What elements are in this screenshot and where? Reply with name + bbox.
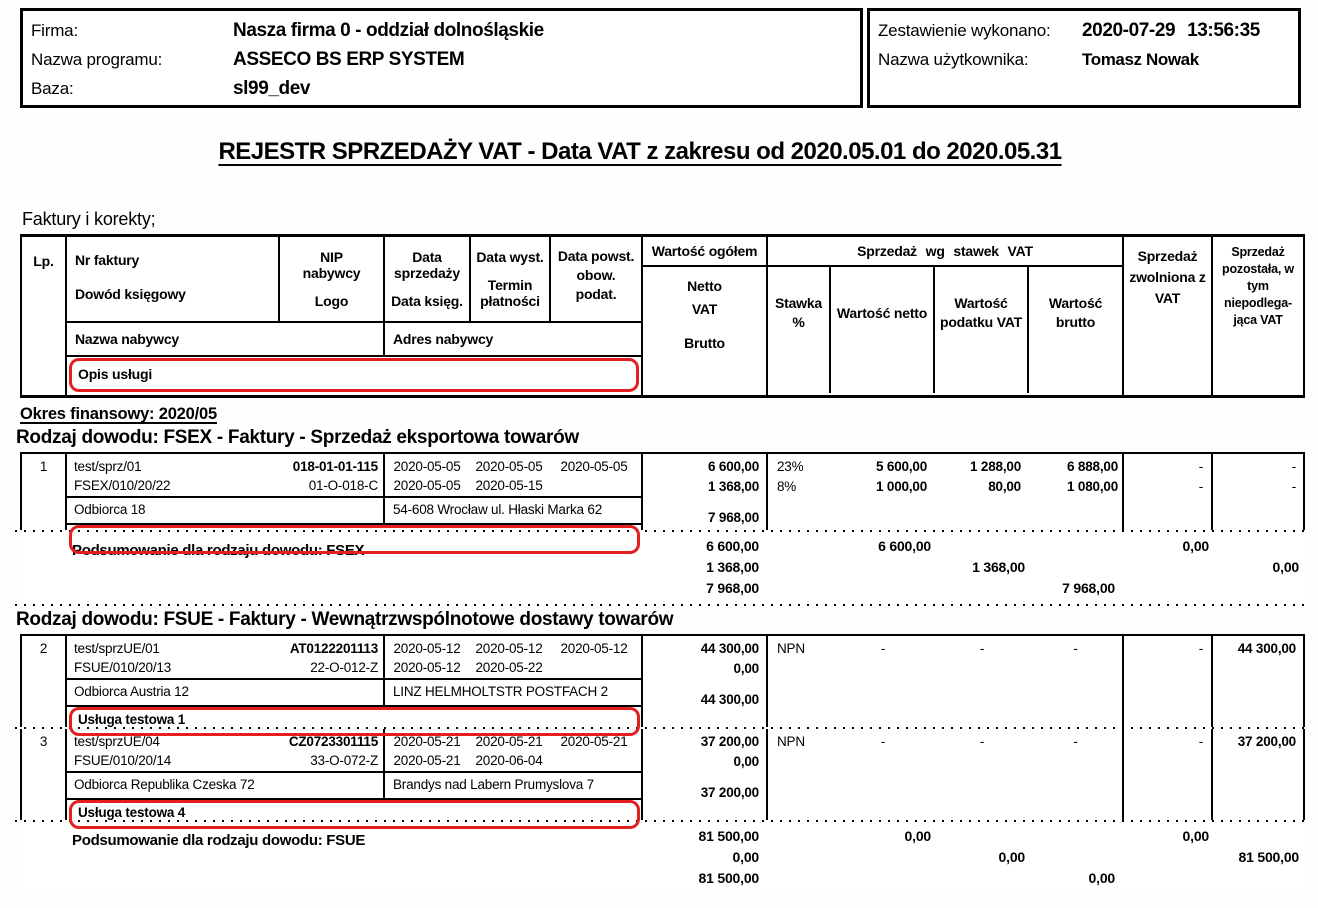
dotted-separator	[15, 604, 1311, 606]
buyer-nip: 018-01-01-115	[292, 459, 378, 474]
summary-netto: 81 500,00	[698, 828, 759, 844]
company-row	[31, 16, 852, 45]
sale-date: 2020-05-21	[393, 734, 461, 749]
service-description: Usługa testowa 1	[67, 707, 641, 727]
buyer-nip: CZ0723301115	[288, 734, 378, 749]
totals-netto-vat-brutto	[643, 729, 768, 820]
total-brutto: 44 300,00	[700, 692, 759, 707]
username-value: Tomasz Nowak	[1082, 49, 1199, 69]
summary-net-value: 0,00	[904, 828, 931, 844]
buyer-name: Odbiorca 18	[67, 498, 385, 523]
vat-gross-value: 1 080,00	[1067, 479, 1118, 494]
tax-obligation-date: 2020-05-05	[560, 459, 628, 474]
tax-obligation-date: 2020-05-12	[560, 641, 628, 656]
database-label: Baza:	[31, 78, 74, 98]
invoice-number: test/sprzUE/04	[74, 734, 160, 749]
booking-date: 2020-05-21	[393, 753, 461, 768]
col-header-tax-date: Data powst. obow. podat.	[557, 248, 635, 302]
invoice-row	[20, 452, 1305, 530]
report-subtitle: Faktury i korekty;	[22, 209, 156, 229]
summary-row-fsue	[20, 822, 1305, 894]
col-header-buyer-name: Nazwa nabywcy	[67, 323, 385, 355]
generated-at-value: 2020-07-29 13:56:35	[1082, 19, 1260, 41]
summary-tax-value: 0,00	[998, 849, 1025, 865]
invoice-number: test/sprz/01	[74, 459, 142, 474]
service-description: Usługa testowa 4	[67, 800, 641, 820]
buyer-name: Odbiorca Republika Czeska 72	[67, 773, 385, 798]
service-description-highlight	[69, 358, 639, 392]
summary-tax-value: 1 368,00	[972, 559, 1025, 575]
exempt-sales-cell: - -	[1124, 454, 1213, 530]
summary-net-value: 6 600,00	[878, 538, 931, 554]
database-value: sl99_dev	[233, 77, 311, 99]
service-description	[67, 525, 641, 530]
vat-rate-lines	[768, 454, 1124, 530]
company-value: Nasza firma 0 - oddział dolnośląskie	[233, 19, 544, 41]
buyer-logo: 22-O-012-Z	[310, 660, 378, 675]
vat-gross-value: 6 888,00	[1067, 459, 1118, 474]
col-header-exempt-sales: Sprzedaż zwolniona z VAT	[1124, 237, 1213, 395]
summary-gross-value: 0,00	[1088, 870, 1115, 886]
col-header-netto: Netto	[687, 278, 722, 294]
program-label: Nazwa programu:	[31, 49, 163, 69]
summary-label: Podsumowanie dla rodzaju dowodu: FSEX	[72, 542, 365, 559]
invoice-row	[20, 634, 1305, 727]
summary-exempt: 0,00	[1182, 538, 1209, 554]
col-header-total-value: Wartość ogółem Netto VAT Brutto	[643, 237, 768, 395]
issue-date: 2020-05-05	[475, 459, 543, 474]
row-number: 3	[22, 729, 67, 820]
total-netto: 37 200,00	[700, 734, 759, 749]
vat-rate: NPN	[777, 641, 805, 656]
accounting-doc: FSUE/010/20/14	[74, 753, 172, 768]
summary-brutto: 81 500,00	[698, 870, 759, 886]
total-brutto: 37 200,00	[700, 785, 759, 800]
generated-at-row	[878, 16, 1290, 45]
database-row	[31, 74, 852, 103]
company-info-box	[20, 8, 863, 108]
booking-date: 2020-05-05	[393, 478, 461, 493]
col-header-other-sales: Sprzedaż pozostała, w tym niepodlega- jąca VAT	[1222, 245, 1294, 327]
payment-due-date: 2020-05-15	[475, 478, 543, 493]
col-header-invoice: Nr faktury Dowód księgowy	[67, 237, 280, 321]
program-row	[31, 45, 852, 74]
summary-label: Podsumowanie dla rodzaju dowodu: FSUE	[72, 832, 366, 849]
vat-net-value: -	[880, 734, 886, 749]
total-vat: 0,00	[733, 754, 759, 769]
total-netto: 44 300,00	[700, 641, 759, 656]
other-sales-cell: 37 200,00	[1237, 734, 1296, 749]
buyer-logo: 01-O-018-C	[308, 478, 378, 493]
summary-vat: 1 368,00	[706, 559, 759, 575]
issue-date: 2020-05-12	[475, 641, 543, 656]
vat-rate: NPN	[777, 734, 805, 749]
col-header-nip: NIP nabywcy Logo	[280, 237, 385, 321]
username-row	[878, 45, 1290, 74]
vat-register-table	[20, 234, 1305, 398]
buyer-address: Brandys nad Labern Prumyslova 7	[393, 777, 594, 792]
payment-due-date: 2020-06-04	[475, 753, 543, 768]
vat-rate-lines	[768, 729, 1124, 820]
row-number: 1	[22, 454, 67, 530]
col-header-lp: Lp.	[22, 237, 67, 395]
buyer-name: Odbiorca Austria 12	[67, 680, 385, 705]
col-header-issue-date: Data wyst. Termin płatności	[471, 237, 551, 321]
total-brutto: 7 968,00	[708, 510, 759, 525]
vat-tax-value: 1 288,00	[970, 459, 1021, 474]
col-header-buyer-address: Adres nabywcy	[393, 331, 494, 347]
summary-exempt: 0,00	[1182, 828, 1209, 844]
invoice-number: test/sprzUE/01	[74, 641, 160, 656]
row-number: 2	[22, 636, 67, 727]
summary-other: 0,00	[1272, 559, 1299, 575]
sale-date: 2020-05-05	[393, 459, 461, 474]
section-heading-fsex: Rodzaj dowodu: FSEX - Faktury - Sprzedaż eksportowa towarów	[16, 427, 579, 448]
other-sales-cell: - -	[1291, 459, 1296, 494]
invoice-row	[20, 729, 1305, 820]
col-header-rate: Stawka %	[768, 267, 831, 393]
vat-rate: 23%	[777, 459, 804, 474]
col-header-vat: VAT	[691, 301, 718, 317]
username-label: Nazwa użytkownika:	[878, 49, 1029, 69]
vat-tax-value: 80,00	[988, 479, 1021, 494]
section-heading-fsue: Rodzaj dowodu: FSUE - Faktury - Wewnątrzwspólnotowe dostawy towarów	[16, 609, 674, 630]
report-info-header	[20, 8, 1301, 108]
col-header-tax-value: Wartość podatku VAT	[935, 267, 1029, 393]
program-value: ASSECO BS ERP SYSTEM	[233, 48, 465, 70]
total-vat: 1 368,00	[708, 479, 759, 494]
vat-net-value: 5 600,00	[876, 459, 927, 474]
col-header-gross-value: Wartość brutto	[1048, 295, 1103, 330]
buyer-nip: AT0122201113	[289, 641, 378, 656]
financial-period: Okres finansowy: 2020/05	[20, 405, 217, 423]
vat-rate: 8%	[777, 479, 797, 494]
col-header-brutto: Brutto	[684, 335, 725, 351]
totals-netto-vat-brutto	[643, 454, 768, 530]
summary-vat: 0,00	[732, 849, 759, 865]
buyer-logo: 33-O-072-Z	[310, 753, 378, 768]
summary-row-fsex	[20, 532, 1305, 604]
generated-at-label: Zestawienie wykonano:	[878, 20, 1051, 40]
accounting-doc: FSEX/010/20/22	[74, 478, 171, 493]
col-header-service-description: Opis usługi	[67, 357, 641, 395]
vat-tax-value: -	[979, 641, 985, 656]
col-header-net-value: Wartość netto	[831, 267, 935, 393]
accounting-doc: FSUE/010/20/13	[74, 660, 172, 675]
buyer-address: LINZ HELMHOLTSTR POSTFACH 2	[393, 684, 608, 699]
company-label: Firma:	[31, 20, 78, 40]
vat-gross-value: -	[1073, 641, 1078, 656]
summary-other: 81 500,00	[1238, 849, 1299, 865]
booking-date: 2020-05-12	[393, 660, 461, 675]
exempt-sales-cell: -	[1124, 729, 1213, 820]
summary-gross-value: 7 968,00	[1062, 580, 1115, 596]
totals-netto-vat-brutto	[643, 636, 768, 727]
buyer-address: 54-608 Wrocław ul. Hłaski Marka 62	[393, 502, 603, 517]
payment-due-date: 2020-05-22	[475, 660, 543, 675]
vat-net-value: -	[880, 641, 886, 656]
sale-date: 2020-05-12	[393, 641, 461, 656]
vat-net-value: 1 000,00	[876, 479, 927, 494]
tax-obligation-date: 2020-05-21	[560, 734, 628, 749]
col-header-sale-date: Data sprzedaży Data księg.	[385, 237, 471, 321]
vat-rate-lines	[768, 636, 1124, 727]
summary-brutto: 7 968,00	[706, 580, 759, 596]
report-meta-box	[867, 8, 1301, 108]
other-sales-cell: 44 300,00	[1237, 641, 1296, 656]
total-netto: 6 600,00	[708, 459, 759, 474]
col-header-vat-rates-group: Sprzedaż wg stawek VAT Stawka % Wartość netto Wartość podatku VAT Wartość brutto	[768, 237, 1124, 395]
total-vat: 0,00	[733, 661, 759, 676]
table-header	[20, 234, 1305, 398]
summary-netto: 6 600,00	[706, 538, 759, 554]
issue-date: 2020-05-21	[475, 734, 543, 749]
vat-tax-value: -	[979, 734, 985, 749]
vat-gross-value: -	[1073, 734, 1078, 749]
exempt-sales-cell: -	[1124, 636, 1213, 727]
page-title: REJESTR SPRZEDAŻY VAT - Data VAT z zakresu od 2020.05.01 do 2020.05.31	[218, 138, 1062, 165]
